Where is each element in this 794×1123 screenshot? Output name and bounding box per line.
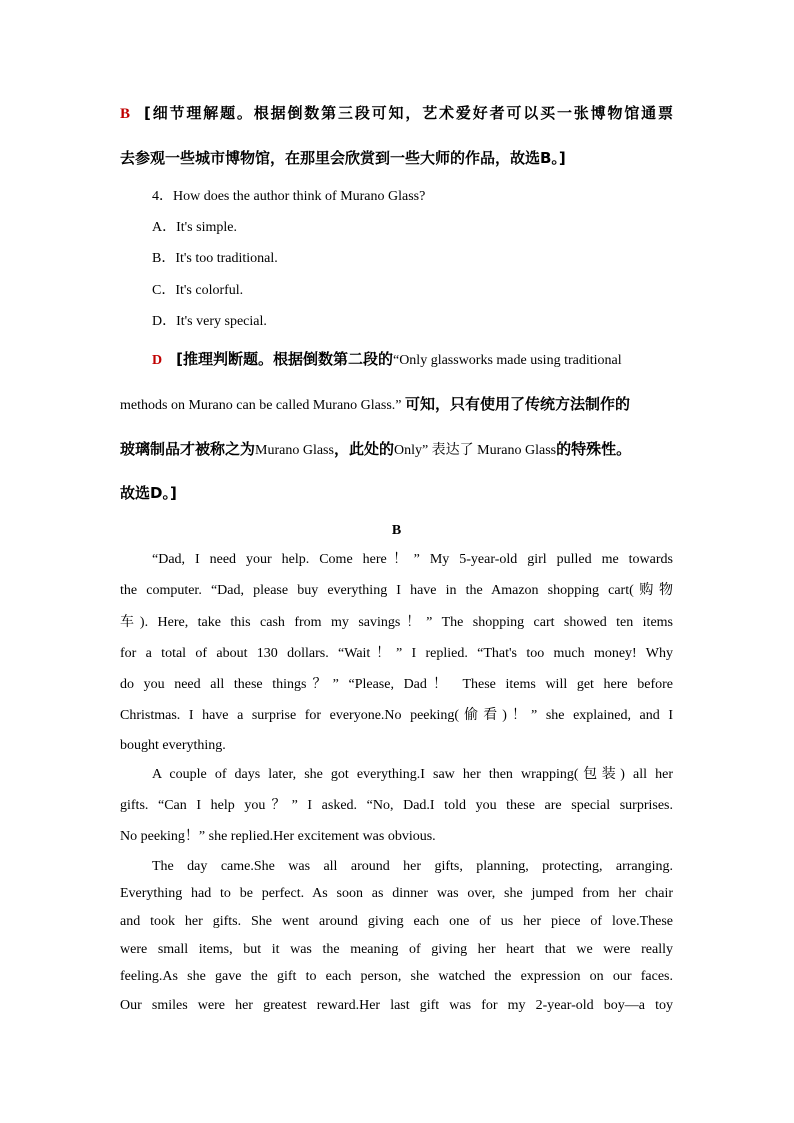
passage-line: The day came.She was all around her gifts, planning, protecting, arranging. <box>152 859 673 874</box>
answer-4-line-1 <box>152 348 673 370</box>
answer-4-letter: D <box>152 353 163 368</box>
answer-4-line-2 <box>120 393 673 415</box>
passage-line: for a total of about 130 dollars. “Wait！” I replied. “That's too much money! Why <box>120 646 673 661</box>
passage-line: Everything had to be perfect. As soon as dinner was over, she jumped from her chair <box>120 886 673 901</box>
answer-4-line-4 <box>120 482 673 504</box>
answer-4-term-2: Only” 表达了 Murano Glass <box>393 443 557 458</box>
question-4-option-c: C．It's colorful. <box>152 283 244 298</box>
passage-line: 车). Here, take this cash from my savings！” The shopping cart showed ten items <box>120 615 673 630</box>
answer-3-line-1 <box>120 102 673 124</box>
answer-4-explanation-cn-1: [推理判断题。根据倒数第二段的 <box>176 350 393 368</box>
answer-4-term-1: Murano Glass <box>255 443 334 458</box>
answer-3-letter: B <box>120 106 131 122</box>
answer-3-explanation-2: 去参观一些城市博物馆，在那里会欣赏到一些大师的作品，故选B。] <box>120 149 566 167</box>
answer-4-explanation-cn-6: 故选D。] <box>120 484 177 502</box>
passage-line: “Dad, I need your help. Come here！” My 5-year-old girl pulled me towards <box>152 552 673 567</box>
question-4-option-a: A．It's simple. <box>152 220 237 235</box>
question-4-stem: 4．How does the author think of Murano Glass? <box>152 189 426 204</box>
passage-line: Christmas. I have a surprise for everyone.No peeking(偷看)！” she explained, and I <box>120 708 673 723</box>
passage-line: bought everything. <box>120 738 226 753</box>
answer-4-explanation-cn-5: 的特殊性。 <box>556 440 632 458</box>
question-4-option-b: B．It's too traditional. <box>152 251 278 266</box>
passage-line: gifts. “Can I help you？” I asked. “No, Dad.I told you these are special surprises. <box>120 798 673 813</box>
answer-4-quote-2: methods on Murano can be called Murano Glass.” <box>120 398 402 413</box>
section-heading: B <box>391 523 402 538</box>
question-4-option-d: D．It's very special. <box>152 314 267 329</box>
passage-line: the computer. “Dad, please buy everything I have in the Amazon shopping cart(购物 <box>120 583 673 598</box>
passage-line: were small items, but it was the meaning of giving her heart that we were really <box>120 942 673 957</box>
answer-4-quote-1: “Only glassworks made using traditional <box>392 353 622 368</box>
passage-line: feeling.As she gave the gift to each person, she watched the expression on our faces. <box>120 969 673 984</box>
passage-line: and took her gifts. She went around giving each one of us her piece of love.These <box>120 914 673 929</box>
passage-line: do you need all these things？” “Please, Dad！ These items will get here before <box>120 677 673 692</box>
passage-line: A couple of days later, she got everything.I saw her then wrapping(包装) all her <box>152 767 673 782</box>
answer-4-line-3 <box>120 438 673 460</box>
answer-4-explanation-cn-3: 玻璃制品才被称之为 <box>120 440 256 458</box>
answer-3-line-2 <box>120 147 673 169</box>
passage-line: No peeking！” she replied.Her excitement was obvious. <box>120 829 436 844</box>
passage-line: Our smiles were her greatest reward.Her last gift was for my 2-year-old boy—a toy <box>120 998 673 1013</box>
answer-4-explanation-cn-2: 可知，只有使用了传统方法制作的 <box>404 395 630 413</box>
answer-4-explanation-cn-4: ，此处的 <box>333 440 394 458</box>
answer-3-explanation-1: [细节理解题。根据倒数第三段可知，艺术爱好者可以买一张博物馆通票 <box>144 104 673 122</box>
